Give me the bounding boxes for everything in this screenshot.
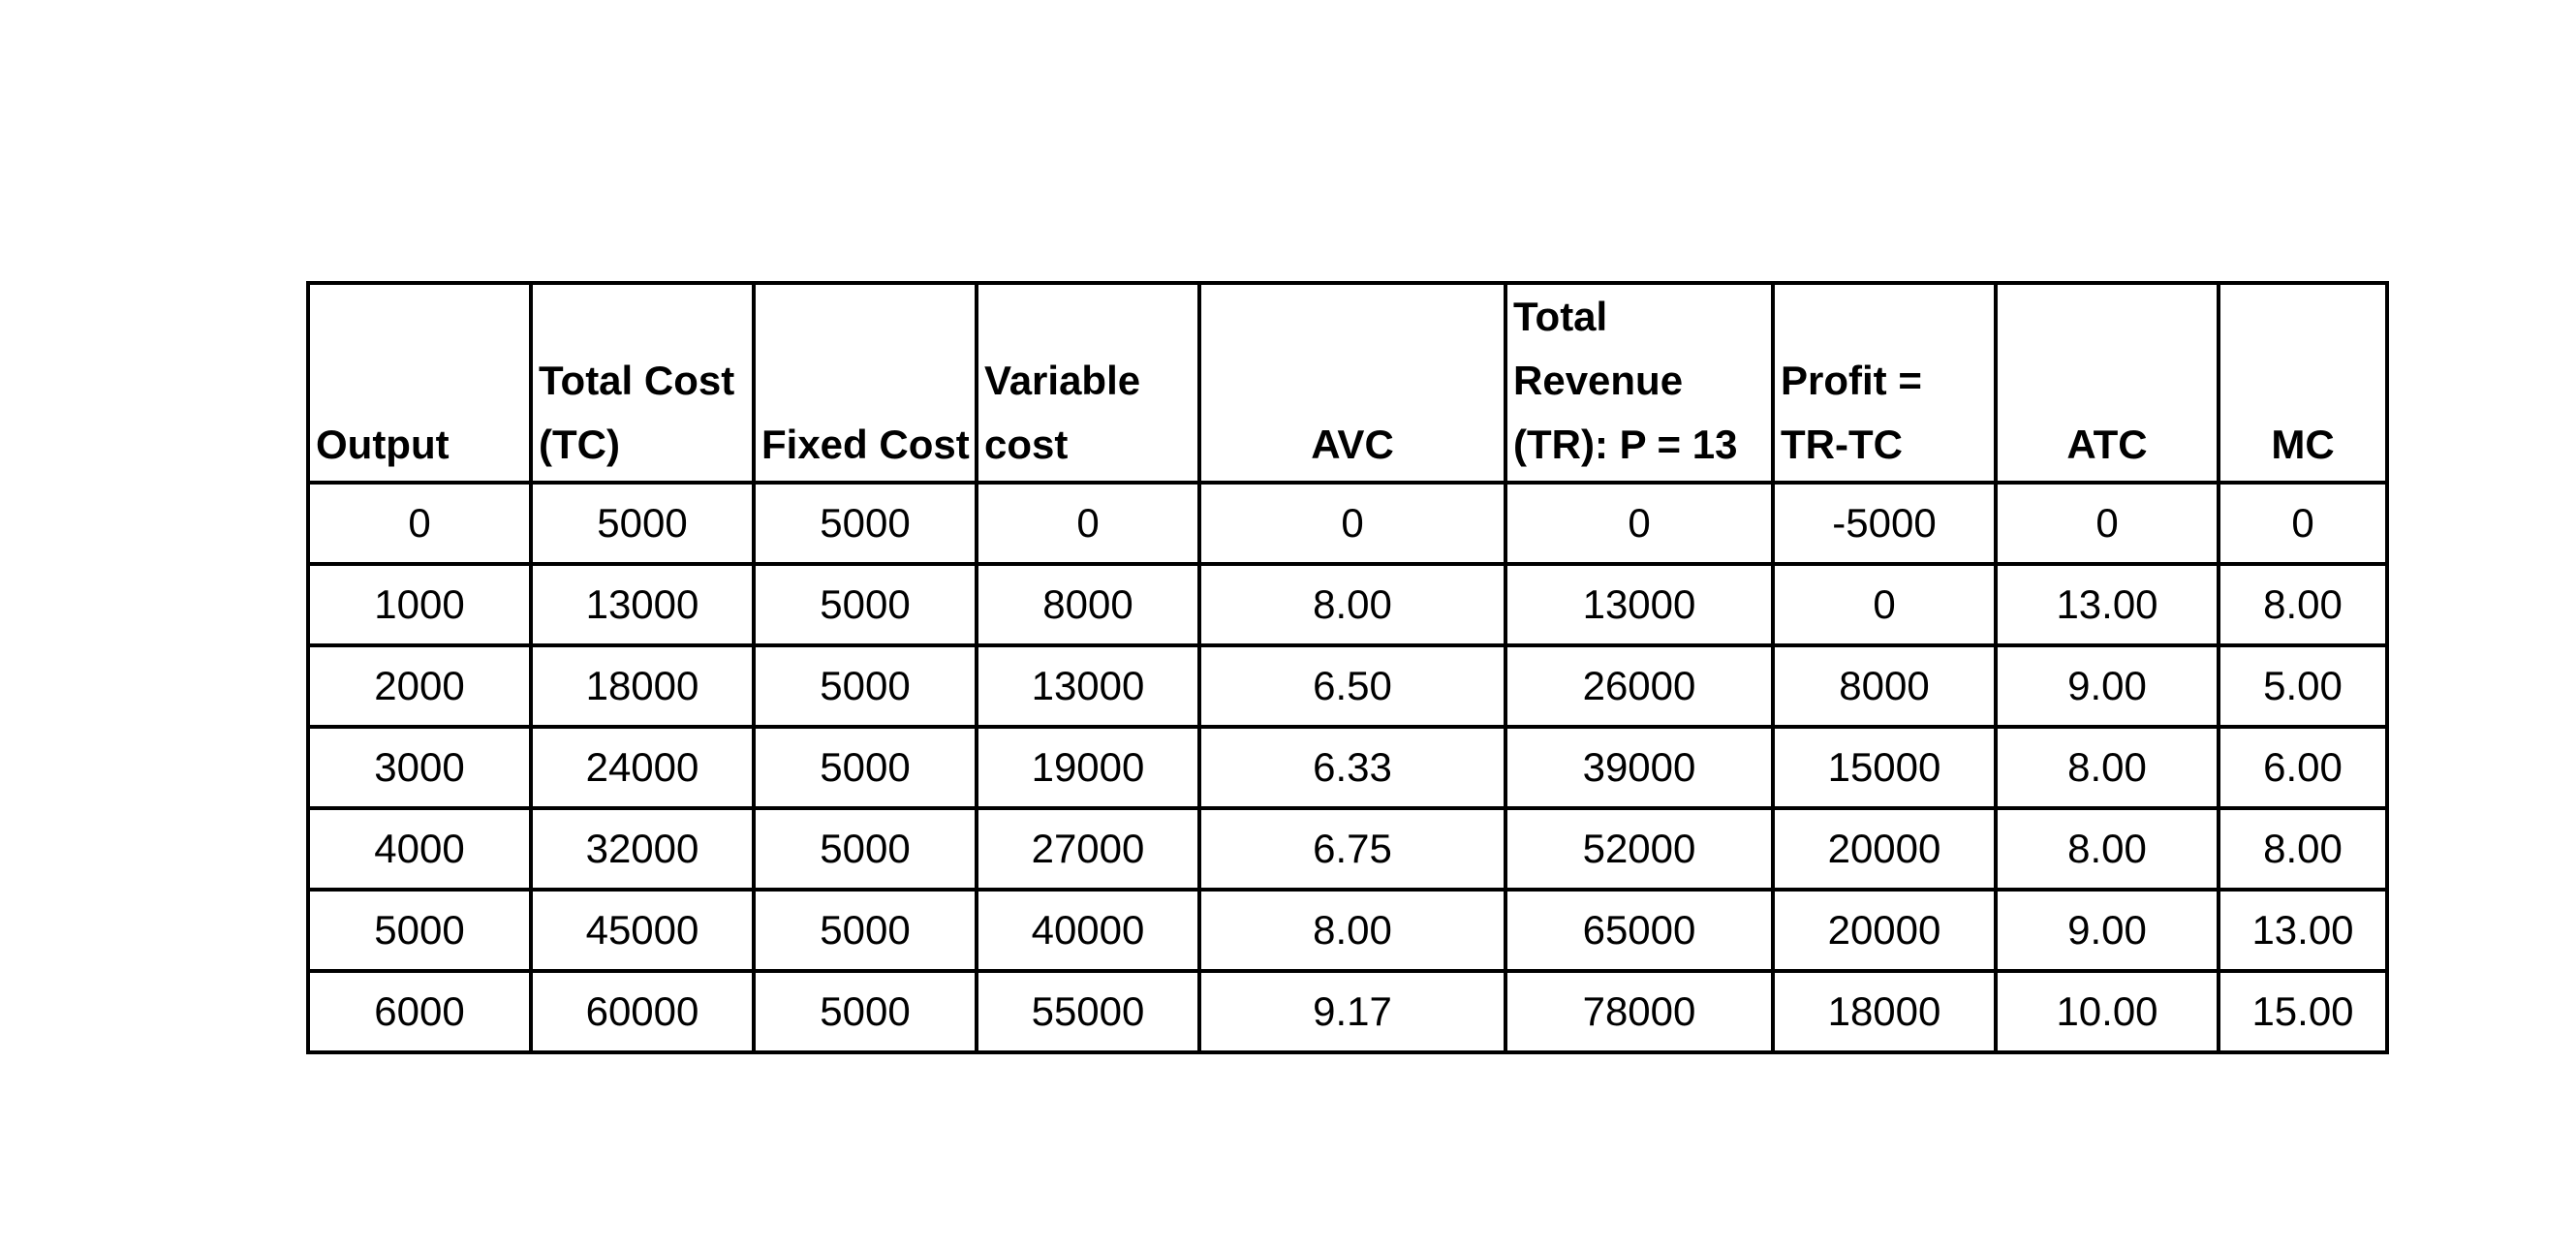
cell-total-revenue: 39000 [1505, 727, 1773, 808]
cell-total-cost: 60000 [531, 971, 754, 1052]
cell-output: 3000 [308, 727, 531, 808]
cell-mc: 0 [2219, 483, 2387, 564]
header-profit: Profit = TR-TC [1773, 283, 1996, 483]
cell-total-cost: 24000 [531, 727, 754, 808]
cell-output: 6000 [308, 971, 531, 1052]
cell-variable-cost: 55000 [977, 971, 1199, 1052]
cell-mc: 8.00 [2219, 564, 2387, 645]
cell-atc: 0 [1996, 483, 2219, 564]
cell-mc: 13.00 [2219, 890, 2387, 971]
cell-total-cost: 5000 [531, 483, 754, 564]
header-variable-cost: Variable cost [977, 283, 1199, 483]
table-row [308, 645, 2387, 727]
cell-total-revenue: 52000 [1505, 808, 1773, 890]
cell-avc: 8.00 [1199, 890, 1505, 971]
cell-variable-cost: 27000 [977, 808, 1199, 890]
cell-variable-cost: 8000 [977, 564, 1199, 645]
cell-total-cost: 45000 [531, 890, 754, 971]
cell-total-revenue: 13000 [1505, 564, 1773, 645]
cell-output: 0 [308, 483, 531, 564]
cell-avc: 9.17 [1199, 971, 1505, 1052]
cell-total-revenue: 0 [1505, 483, 1773, 564]
cell-mc: 5.00 [2219, 645, 2387, 727]
cell-total-cost: 13000 [531, 564, 754, 645]
cell-avc: 8.00 [1199, 564, 1505, 645]
cell-fixed-cost: 5000 [754, 483, 977, 564]
header-avc: AVC [1199, 283, 1505, 483]
cell-fixed-cost: 5000 [754, 808, 977, 890]
cell-output: 2000 [308, 645, 531, 727]
table-row [308, 483, 2387, 564]
table-row [308, 890, 2387, 971]
cell-output: 5000 [308, 890, 531, 971]
cell-atc: 13.00 [1996, 564, 2219, 645]
cell-atc: 8.00 [1996, 727, 2219, 808]
cell-total-cost: 18000 [531, 645, 754, 727]
cell-fixed-cost: 5000 [754, 727, 977, 808]
cell-fixed-cost: 5000 [754, 971, 977, 1052]
cell-output: 4000 [308, 808, 531, 890]
cost-revenue-table [306, 281, 2389, 1054]
header-fixed-cost: Fixed Cost [754, 283, 977, 483]
header-row [308, 283, 2387, 483]
table-row [308, 971, 2387, 1052]
cell-atc: 10.00 [1996, 971, 2219, 1052]
table-row [308, 808, 2387, 890]
header-total-cost: Total Cost (TC) [531, 283, 754, 483]
cell-mc: 15.00 [2219, 971, 2387, 1052]
header-atc: ATC [1996, 283, 2219, 483]
header-total-revenue: Total Revenue (TR): P = 13 [1505, 283, 1773, 483]
cell-atc: 9.00 [1996, 890, 2219, 971]
cell-avc: 6.75 [1199, 808, 1505, 890]
cell-fixed-cost: 5000 [754, 564, 977, 645]
cell-profit: 18000 [1773, 971, 1996, 1052]
table-row [308, 727, 2387, 808]
cell-output: 1000 [308, 564, 531, 645]
cell-profit: 8000 [1773, 645, 1996, 727]
cell-profit: 0 [1773, 564, 1996, 645]
cell-profit: 20000 [1773, 808, 1996, 890]
table-body [308, 483, 2387, 1052]
cell-avc: 6.33 [1199, 727, 1505, 808]
cell-total-revenue: 65000 [1505, 890, 1773, 971]
cell-fixed-cost: 5000 [754, 645, 977, 727]
cell-atc: 8.00 [1996, 808, 2219, 890]
cell-avc: 0 [1199, 483, 1505, 564]
cell-variable-cost: 13000 [977, 645, 1199, 727]
cell-profit: 20000 [1773, 890, 1996, 971]
cell-total-cost: 32000 [531, 808, 754, 890]
cell-total-revenue: 26000 [1505, 645, 1773, 727]
table-row [308, 564, 2387, 645]
cell-profit: -5000 [1773, 483, 1996, 564]
header-output: Output [308, 283, 531, 483]
cell-profit: 15000 [1773, 727, 1996, 808]
cell-atc: 9.00 [1996, 645, 2219, 727]
cell-fixed-cost: 5000 [754, 890, 977, 971]
cell-mc: 8.00 [2219, 808, 2387, 890]
cell-variable-cost: 19000 [977, 727, 1199, 808]
cell-variable-cost: 40000 [977, 890, 1199, 971]
cell-variable-cost: 0 [977, 483, 1199, 564]
cell-total-revenue: 78000 [1505, 971, 1773, 1052]
cell-avc: 6.50 [1199, 645, 1505, 727]
header-mc: MC [2219, 283, 2387, 483]
cell-mc: 6.00 [2219, 727, 2387, 808]
